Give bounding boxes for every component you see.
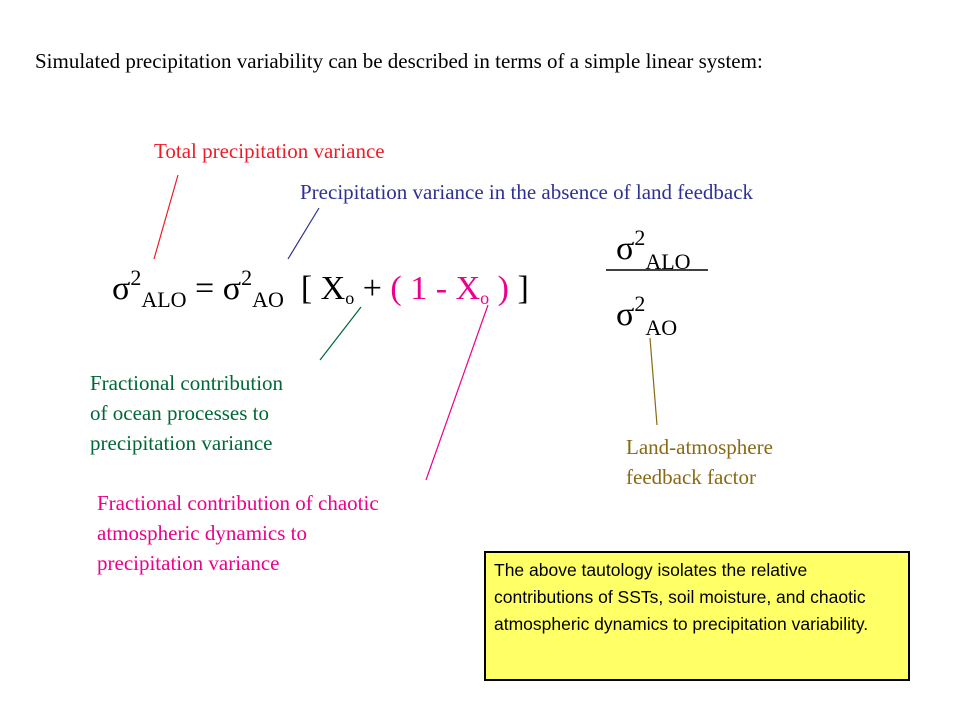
absence-variance-label: Precipitation variance in the absence of land feedback [300,180,754,204]
total-variance-connector [154,175,178,259]
feedback-label-line: feedback factor [626,465,756,489]
ocean-label-line: of ocean processes to [90,401,270,425]
close-bracket: ] [517,270,529,307]
chaotic-connector [426,305,488,480]
absence-variance-connector [288,208,319,259]
subscript-o: o [345,288,355,308]
power: 2 [634,225,646,250]
subscript-ao: AO [252,287,284,312]
feedback-label-line: Land-atmosphere [626,435,773,459]
power: 2 [241,265,253,290]
sigma-symbol: σ [112,270,131,307]
subscript-alo: ALO [645,249,691,274]
equals-sign: = [195,270,215,307]
ocean-contribution-label [90,368,283,458]
x-symbol: X [455,270,481,307]
sigma-symbol: σ [616,296,635,333]
sigma-symbol: σ [222,270,242,307]
x-symbol: X [320,270,346,307]
plus-sign: + [362,270,382,307]
one-minus: 1 - [410,270,448,307]
chaotic-contribution-label [97,488,379,578]
summary-note: The above tautology isolates the relative contributions of SSTs, soil moisture, and chaotic atmospheric dynamics to precipitation variability. [484,551,910,681]
subscript-ao: AO [645,315,678,340]
sigma-symbol: σ [616,230,635,267]
chaotic-label-line: Fractional contribution of chaotic [97,491,379,515]
subscript-o: o [480,288,490,308]
ocean-connector [320,307,361,360]
power: 2 [634,291,646,316]
chaotic-label-line: atmospheric dynamics to [97,521,307,545]
subscript-alo: ALO [141,287,187,312]
feedback-connector [650,338,657,425]
power: 2 [130,265,142,290]
open-bracket: [ [300,270,313,307]
open-paren: ( [390,270,402,307]
intro-text: Simulated precipitation variability can be described in terms of a simple linear system: [35,49,763,73]
close-paren: ) [497,270,509,307]
ocean-label-line: precipitation variance [90,431,273,455]
feedback-factor-label [626,432,773,492]
ocean-label-line: Fractional contribution [90,371,284,395]
chaotic-label-line: precipitation variance [97,551,280,575]
total-variance-label: Total precipitation variance [154,139,385,163]
